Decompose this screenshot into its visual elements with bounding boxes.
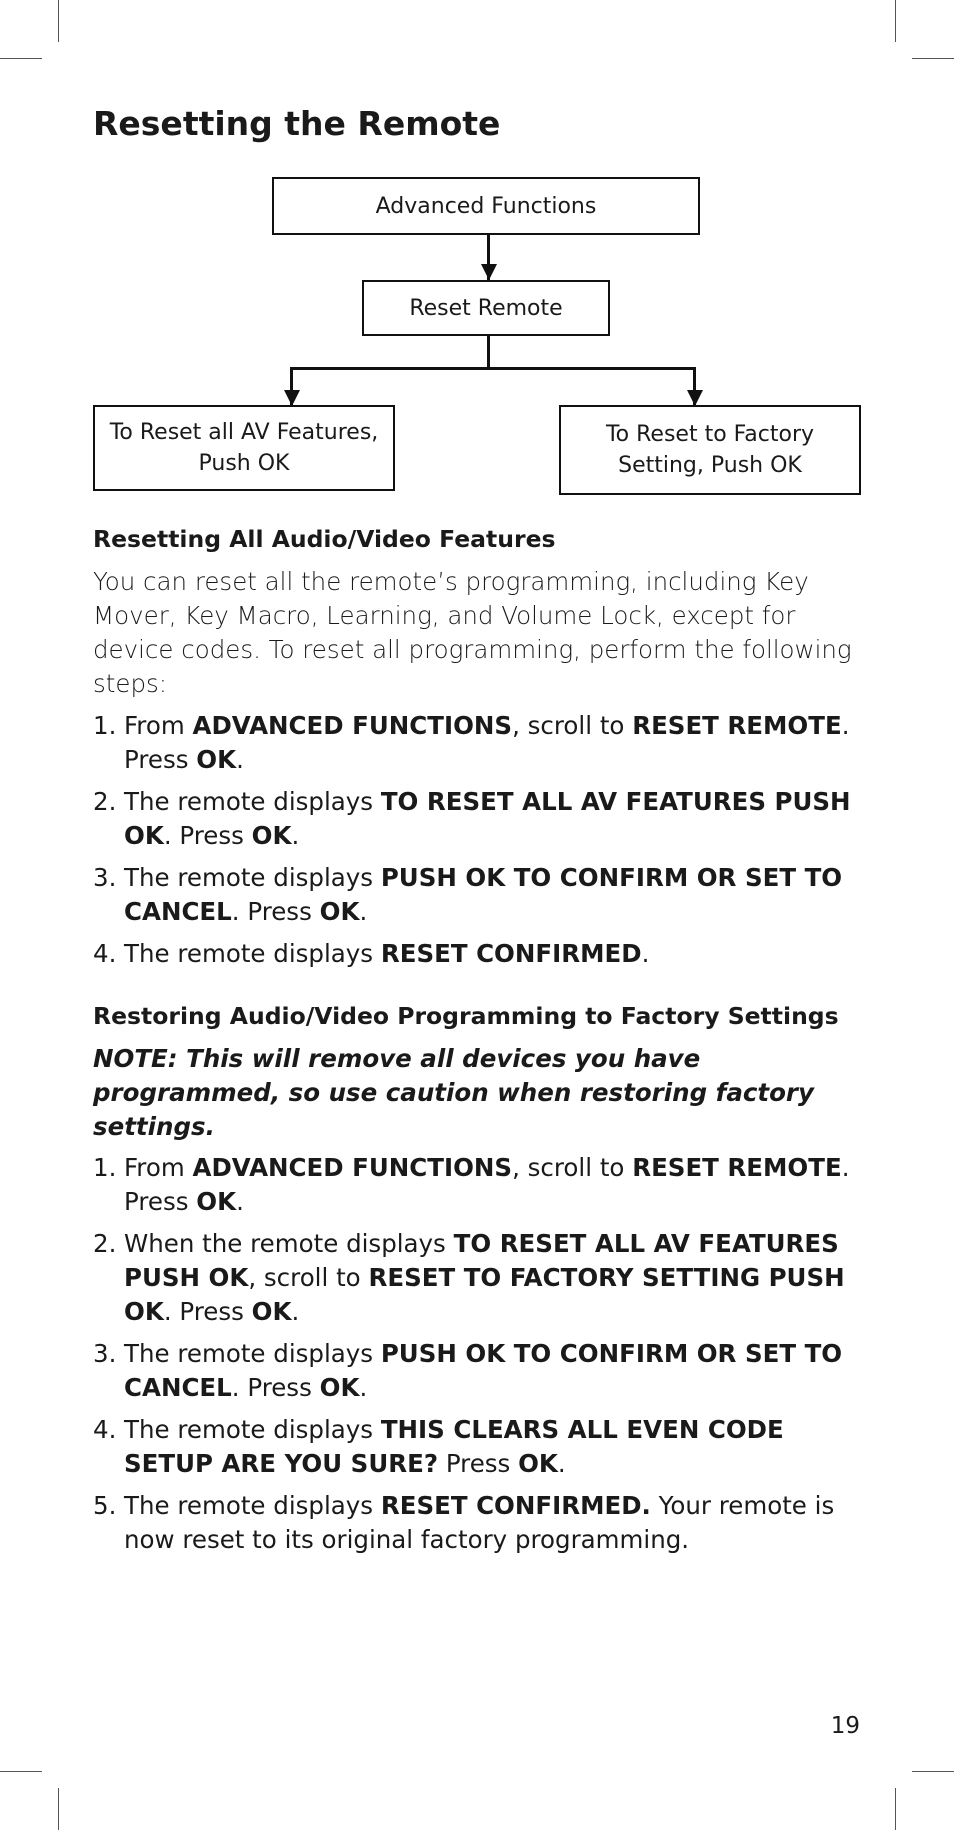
steps-list — [93, 709, 863, 971]
step-number: 1. — [93, 1153, 117, 1182]
crop-mark — [58, 1788, 59, 1830]
step-text: . — [359, 1373, 368, 1402]
list-item — [93, 709, 863, 777]
crop-mark — [58, 0, 59, 42]
step-text: , scroll to — [512, 1153, 633, 1182]
step-text: From — [124, 1153, 193, 1182]
step-emphasis: OK — [251, 821, 292, 850]
step-emphasis: RESET CONFIRMED. — [380, 1491, 651, 1520]
step-text: The remote displays — [124, 787, 381, 816]
step-text: , scroll to — [512, 711, 633, 740]
main-content — [93, 522, 863, 1565]
flow-box-reset-remote: Reset Remote — [362, 280, 610, 336]
step-text: The remote displays — [124, 1415, 381, 1444]
section-heading: Resetting All Audio/Video Features — [93, 525, 556, 553]
step-number: 4. — [93, 1415, 117, 1444]
step-text: Your remote is now reset to its original factory programming. — [124, 1491, 835, 1554]
list-item — [93, 1227, 863, 1329]
step-emphasis: RESET TO FACTORY SETTING PUSH OK — [124, 1263, 845, 1326]
crop-mark — [912, 1771, 954, 1772]
step-number: 3. — [93, 863, 117, 892]
list-item — [93, 785, 863, 853]
step-emphasis: PUSH OK TO CONFIRM OR SET TO CANCEL — [124, 1339, 843, 1402]
flow-box-reset-av-features: To Reset all AV Features, Push OK — [93, 405, 395, 491]
page-number: 19 — [830, 1713, 860, 1739]
step-emphasis: OK — [196, 1187, 237, 1216]
step-text: The remote displays — [124, 1339, 381, 1368]
crop-mark — [0, 1771, 42, 1772]
list-item — [93, 1489, 863, 1557]
step-number: 5. — [93, 1491, 117, 1520]
step-text: . — [359, 897, 368, 926]
flow-connector — [487, 336, 490, 370]
step-emphasis: PUSH OK TO CONFIRM OR SET TO CANCEL — [124, 863, 843, 926]
step-text: . Press — [124, 711, 850, 774]
step-emphasis: TO RESET ALL AV FEATURES PUSH OK — [124, 787, 851, 850]
page-title: Resetting the Remote — [93, 104, 501, 143]
step-text: When the remote displays — [124, 1229, 454, 1258]
step-text: The remote displays — [124, 1491, 381, 1520]
step-emphasis: ADVANCED FUNCTIONS — [192, 1153, 513, 1182]
step-emphasis: RESET REMOTE — [632, 1153, 842, 1182]
intro-paragraph: You can reset all the remote’s programming, including Key Mover, Key Macro, Learning, and Volume Lock, except for device codes. To reset all programming, perform the following steps: — [93, 567, 852, 698]
list-item — [93, 937, 863, 971]
list-item — [93, 1151, 863, 1219]
flow-connector — [290, 367, 696, 370]
step-emphasis: OK — [518, 1449, 558, 1478]
step-text: . Press — [231, 1373, 320, 1402]
list-item — [93, 861, 863, 929]
list-item — [93, 1337, 863, 1405]
step-emphasis: OK — [319, 897, 360, 926]
step-emphasis: RESET REMOTE — [632, 711, 842, 740]
step-number: 3. — [93, 1339, 117, 1368]
step-text: . Press — [124, 1153, 850, 1216]
step-text: . Press — [231, 897, 320, 926]
flow-box-reset-factory: To Reset to Factory Setting, Push OK — [559, 405, 861, 495]
caution-note: NOTE: This will remove all devices you have programmed, so use caution when restoring factory settings. — [93, 1044, 814, 1141]
step-text: . — [557, 1449, 566, 1478]
step-text: The remote displays — [124, 863, 381, 892]
step-text: . — [291, 821, 300, 850]
crop-mark — [895, 0, 896, 42]
crop-mark — [912, 58, 954, 59]
section-reset-av — [93, 522, 863, 971]
step-text: From — [124, 711, 193, 740]
step-text: , scroll to — [248, 1263, 369, 1292]
crop-mark — [0, 58, 42, 59]
step-number: 2. — [93, 1229, 117, 1258]
flow-box-advanced-functions: Advanced Functions — [272, 177, 700, 235]
crop-mark — [895, 1788, 896, 1830]
flow-arrow-icon — [284, 390, 300, 406]
step-emphasis: RESET CONFIRMED — [380, 939, 642, 968]
step-emphasis: THIS CLEARS ALL EVEN CODE SETUP ARE YOU SURE? — [124, 1415, 784, 1478]
section-heading: Restoring Audio/Video Programming to Factory Settings — [93, 1002, 839, 1030]
step-emphasis: OK — [319, 1373, 360, 1402]
step-number: 1. — [93, 711, 117, 740]
step-emphasis: OK — [196, 745, 237, 774]
step-text: . — [641, 939, 650, 968]
step-number: 4. — [93, 939, 117, 968]
steps-list — [93, 1151, 863, 1557]
flow-arrow-icon — [481, 264, 497, 280]
step-text: . — [236, 745, 244, 774]
step-text: . — [291, 1297, 300, 1326]
step-emphasis: ADVANCED FUNCTIONS — [192, 711, 513, 740]
step-emphasis: OK — [251, 1297, 292, 1326]
step-text: The remote displays — [124, 939, 381, 968]
list-item — [93, 1413, 863, 1481]
flow-arrow-icon — [687, 390, 703, 406]
step-text: . — [236, 1187, 244, 1216]
section-factory-reset — [93, 999, 863, 1557]
step-text: Press — [438, 1449, 519, 1478]
step-emphasis: TO RESET ALL AV FEATURES PUSH OK — [124, 1229, 839, 1292]
step-number: 2. — [93, 787, 117, 816]
step-text: . Press — [163, 821, 252, 850]
step-text: . Press — [163, 1297, 252, 1326]
